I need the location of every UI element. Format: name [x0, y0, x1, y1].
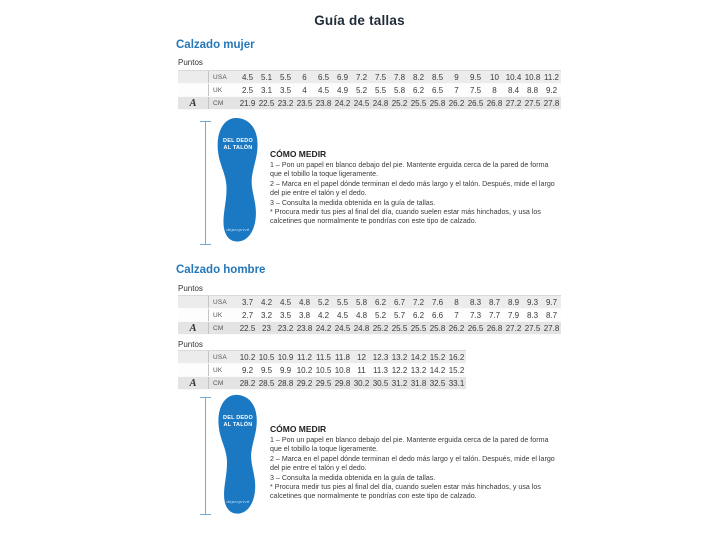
size-value: 7.9	[507, 310, 520, 320]
size-value: 2.5	[241, 85, 254, 95]
row-values	[238, 84, 561, 96]
size-value: 4.8	[298, 297, 311, 307]
size-value: 8.2	[412, 72, 425, 82]
size-value: 15.2	[429, 352, 446, 362]
size-value: 5.2	[317, 297, 330, 307]
size-value: 14.2	[410, 352, 427, 362]
foot-shape-svg	[213, 117, 263, 243]
size-value: 7.5	[469, 85, 482, 95]
foot-outline	[213, 117, 263, 243]
size-value: 28.5	[258, 378, 275, 388]
size-value: 25.5	[391, 323, 408, 333]
size-value: 4.5	[241, 72, 254, 82]
size-value: 5.8	[393, 85, 406, 95]
size-value: 7	[454, 85, 459, 95]
unit-label: UK	[208, 84, 238, 96]
how-to-line: 1 – Pon un papel en blanco debajo del pie. Mantente erguida cerca de la pared de forma que el tobillo la toque ligeramente.	[270, 161, 549, 179]
cm-marker: A	[189, 377, 197, 389]
size-value: 23.8	[296, 323, 313, 333]
how-to-line: 1 – Pon un papel en blanco debajo del pie. Mantente erguida cerca de la pared de forma que el tobillo la toque ligeramente.	[270, 436, 549, 454]
size-value: 13.2	[410, 365, 427, 375]
measure-line	[200, 121, 211, 245]
how-to-measure-men	[270, 424, 560, 502]
size-value: 31.2	[391, 378, 408, 388]
size-value: 9	[454, 72, 459, 82]
row-marker	[178, 351, 208, 363]
size-value: 27.2	[505, 98, 522, 108]
size-value: 28.8	[277, 378, 294, 388]
how-to-body	[270, 161, 560, 227]
table-row	[178, 364, 466, 377]
size-value: 7.7	[488, 310, 501, 320]
size-table-men-2	[178, 350, 466, 390]
size-value: 24.2	[315, 323, 332, 333]
size-value: 24.5	[353, 98, 370, 108]
size-value: 23.8	[315, 98, 332, 108]
page-title: Guía de tallas	[314, 13, 405, 28]
how-to-measure-women	[270, 149, 560, 227]
size-value: 9.7	[545, 297, 558, 307]
size-value: 7.2	[412, 297, 425, 307]
size-value: 10.2	[296, 365, 313, 375]
size-value: 27.8	[543, 323, 560, 333]
size-value: 5.2	[374, 310, 387, 320]
size-value: 6.2	[374, 297, 387, 307]
size-value: 4.5	[279, 297, 292, 307]
size-value: 6.2	[412, 310, 425, 320]
table-row	[178, 351, 466, 364]
size-value: 11.2	[297, 352, 312, 362]
size-value: 3.1	[260, 85, 273, 95]
how-to-body	[270, 436, 560, 502]
size-value: 11.2	[544, 72, 559, 82]
table-row	[178, 71, 561, 84]
row-values	[238, 296, 561, 308]
size-value: 3.8	[298, 310, 311, 320]
size-value: 9.3	[526, 297, 539, 307]
size-value: 4.5	[317, 85, 330, 95]
size-value: 16.2	[448, 352, 465, 362]
size-value: 6.6	[431, 310, 444, 320]
brand-label: deporprivé	[226, 499, 250, 504]
size-value: 6	[302, 72, 307, 82]
unit-label: UK	[208, 309, 238, 321]
size-value: 25.2	[391, 98, 408, 108]
foot-diagram-men	[200, 394, 280, 526]
size-value: 32.5	[429, 378, 446, 388]
size-value: 22.5	[239, 323, 256, 333]
size-value: 21.9	[239, 98, 256, 108]
size-value: 26.2	[448, 323, 465, 333]
size-value: 22.5	[258, 98, 275, 108]
size-value: 12.3	[372, 352, 389, 362]
size-value: 10.8	[524, 72, 541, 82]
size-value: 3.5	[279, 85, 292, 95]
size-value: 5.5	[279, 72, 292, 82]
size-value: 26.8	[486, 98, 503, 108]
foot-shape-svg	[213, 394, 263, 515]
size-value: 3.5	[279, 310, 292, 320]
how-to-line: 2 – Marca en el papel dónde terminan el dedo más largo y el talón. Después, mide el largo del pie entre el talón y el dedo.	[270, 179, 555, 198]
size-value: 5.5	[336, 297, 349, 307]
unit-label: CM	[208, 322, 238, 334]
size-value: 11.5	[316, 352, 331, 362]
row-marker	[178, 84, 208, 96]
table-row	[178, 97, 561, 110]
measure-line-cap	[200, 514, 211, 515]
brand-label: deporprivé	[226, 227, 250, 232]
size-value: 5.2	[355, 85, 368, 95]
row-marker	[178, 71, 208, 83]
size-value: 26.5	[467, 98, 484, 108]
points-label: Puntos	[178, 284, 203, 293]
size-value: 10.4	[505, 72, 522, 82]
unit-label: USA	[208, 351, 238, 363]
size-value: 9.5	[260, 365, 273, 375]
size-value: 25.5	[410, 98, 427, 108]
size-value: 8.7	[488, 297, 501, 307]
measure-line	[200, 397, 211, 515]
size-value: 4.9	[336, 85, 349, 95]
size-value: 12	[357, 352, 366, 362]
row-values	[238, 351, 466, 363]
size-value: 29.2	[296, 378, 313, 388]
size-value: 33.1	[448, 378, 465, 388]
size-value: 3.7	[241, 297, 254, 307]
size-value: 27.5	[524, 323, 541, 333]
foot-label	[213, 138, 263, 152]
size-value: 24.8	[353, 323, 370, 333]
size-value: 25.5	[410, 323, 427, 333]
size-value: 26.8	[486, 323, 503, 333]
how-to-line: * Procura medir tus pies al final del día, cuando suelen estar más hinchados, y usa los calcetines que normalmente te pondrías con este tipo de calzado.	[270, 208, 541, 226]
cm-marker: A	[189, 97, 197, 109]
size-value: 24.2	[334, 98, 351, 108]
size-value: 4.5	[336, 310, 349, 320]
size-value: 7.2	[355, 72, 368, 82]
size-value: 8.7	[545, 310, 558, 320]
size-value: 6.2	[412, 85, 425, 95]
row-marker	[178, 309, 208, 321]
foot-label-line2: AL TALÓN	[223, 422, 253, 428]
size-value: 25.2	[372, 323, 389, 333]
size-value: 9.9	[279, 365, 292, 375]
points-label: Puntos	[178, 340, 203, 349]
row-values	[238, 71, 561, 83]
size-value: 10.2	[239, 352, 256, 362]
size-value: 8.5	[431, 72, 444, 82]
size-value: 29.8	[334, 378, 351, 388]
foot-label-line1: DEL DEDO	[223, 415, 253, 421]
size-value: 6.5	[431, 85, 444, 95]
size-value: 10.8	[334, 365, 351, 375]
size-value: 8	[492, 85, 497, 95]
size-value: 5.1	[260, 72, 273, 82]
measure-line-shaft	[205, 122, 206, 244]
size-value: 28.2	[239, 378, 256, 388]
table-row	[178, 309, 561, 322]
foot-label	[213, 415, 263, 429]
measure-line-cap	[200, 244, 211, 245]
size-value: 5.7	[393, 310, 406, 320]
size-value: 7.6	[431, 297, 444, 307]
size-value: 4	[302, 85, 307, 95]
unit-label: USA	[208, 71, 238, 83]
foot-label-line2: AL TALÓN	[223, 145, 253, 151]
size-value: 10.9	[277, 352, 294, 362]
table-row	[178, 377, 466, 390]
size-value: 10.5	[258, 352, 275, 362]
size-value: 23.2	[277, 98, 294, 108]
size-value: 8.9	[507, 297, 520, 307]
size-value: 10	[490, 72, 499, 82]
size-value: 14.2	[429, 365, 446, 375]
size-value: 4.8	[355, 310, 368, 320]
size-value: 4.2	[317, 310, 330, 320]
size-value: 29.5	[315, 378, 332, 388]
how-to-line: * Procura medir tus pies al final del día, cuando suelen estar más hinchados, y usa los calcetines que normalmente te pondrías con este tipo de calzado.	[270, 483, 541, 501]
size-value: 8.3	[526, 310, 539, 320]
size-value: 8.8	[526, 85, 539, 95]
row-values	[238, 309, 561, 321]
size-value: 7.8	[393, 72, 406, 82]
size-value: 11.3	[373, 365, 388, 375]
size-value: 26.2	[448, 98, 465, 108]
row-values	[238, 364, 466, 376]
section-heading-women: Calzado mujer	[176, 39, 255, 51]
size-value: 24.5	[334, 323, 351, 333]
size-value: 15.2	[448, 365, 465, 375]
size-value: 30.5	[372, 378, 389, 388]
size-table-men-1	[178, 295, 561, 335]
size-value: 27.5	[524, 98, 541, 108]
foot-diagram-women	[200, 117, 280, 249]
size-value: 23.2	[277, 323, 294, 333]
size-value: 8	[454, 297, 459, 307]
table-row	[178, 322, 561, 335]
size-value: 6.9	[336, 72, 349, 82]
unit-label: CM	[208, 97, 238, 109]
section-heading-men: Calzado hombre	[176, 264, 266, 276]
size-value: 24.8	[372, 98, 389, 108]
size-value: 31.8	[410, 378, 427, 388]
cm-marker: A	[189, 322, 197, 334]
table-row	[178, 296, 561, 309]
size-value: 2.7	[241, 310, 254, 320]
size-value: 9.2	[545, 85, 558, 95]
how-to-line: 2 – Marca en el papel dónde terminan el dedo más largo y el talón. Después, mide el largo del pie entre el talón y el dedo.	[270, 454, 555, 473]
size-value: 8.4	[507, 85, 520, 95]
row-values	[238, 322, 561, 334]
size-value: 3.2	[260, 310, 273, 320]
size-value: 11	[357, 365, 366, 375]
size-value: 25.8	[429, 323, 446, 333]
unit-label: UK	[208, 364, 238, 376]
size-value: 27.2	[505, 323, 522, 333]
size-value: 8.3	[469, 297, 482, 307]
size-value: 12.2	[391, 365, 408, 375]
size-value: 30.2	[353, 378, 370, 388]
size-table-women	[178, 70, 561, 110]
unit-label: CM	[208, 377, 238, 389]
how-to-line: 3 – Consulta la medida obtenida en la guía de tallas.	[270, 473, 436, 482]
size-value: 10.5	[315, 365, 332, 375]
how-to-title: CÓMO MEDIR	[270, 424, 327, 434]
size-value: 9.2	[241, 365, 254, 375]
points-label: Puntos	[178, 58, 203, 67]
size-value: 6.7	[393, 297, 406, 307]
how-to-title: CÓMO MEDIR	[270, 149, 327, 159]
size-value: 11.8	[335, 352, 350, 362]
size-value: 9.5	[469, 72, 482, 82]
table-row	[178, 84, 561, 97]
size-value: 23	[262, 323, 271, 333]
size-value: 7.5	[374, 72, 387, 82]
size-value: 13.2	[391, 352, 408, 362]
size-value: 26.5	[467, 323, 484, 333]
size-value: 4.2	[260, 297, 273, 307]
row-marker	[178, 296, 208, 308]
row-values	[238, 377, 466, 389]
size-value: 7.3	[469, 310, 482, 320]
how-to-line: 3 – Consulta la medida obtenida en la guía de tallas.	[270, 198, 436, 207]
row-marker	[178, 364, 208, 376]
foot-outline	[213, 394, 263, 515]
row-values	[238, 97, 561, 109]
size-value: 5.5	[374, 85, 387, 95]
measure-line-shaft	[205, 398, 206, 514]
size-value: 6.5	[317, 72, 330, 82]
size-value: 7	[454, 310, 459, 320]
size-value: 23.5	[296, 98, 313, 108]
size-value: 25.8	[429, 98, 446, 108]
foot-label-line1: DEL DEDO	[223, 138, 253, 144]
unit-label: USA	[208, 296, 238, 308]
size-value: 5.8	[355, 297, 368, 307]
size-value: 27.8	[543, 98, 560, 108]
